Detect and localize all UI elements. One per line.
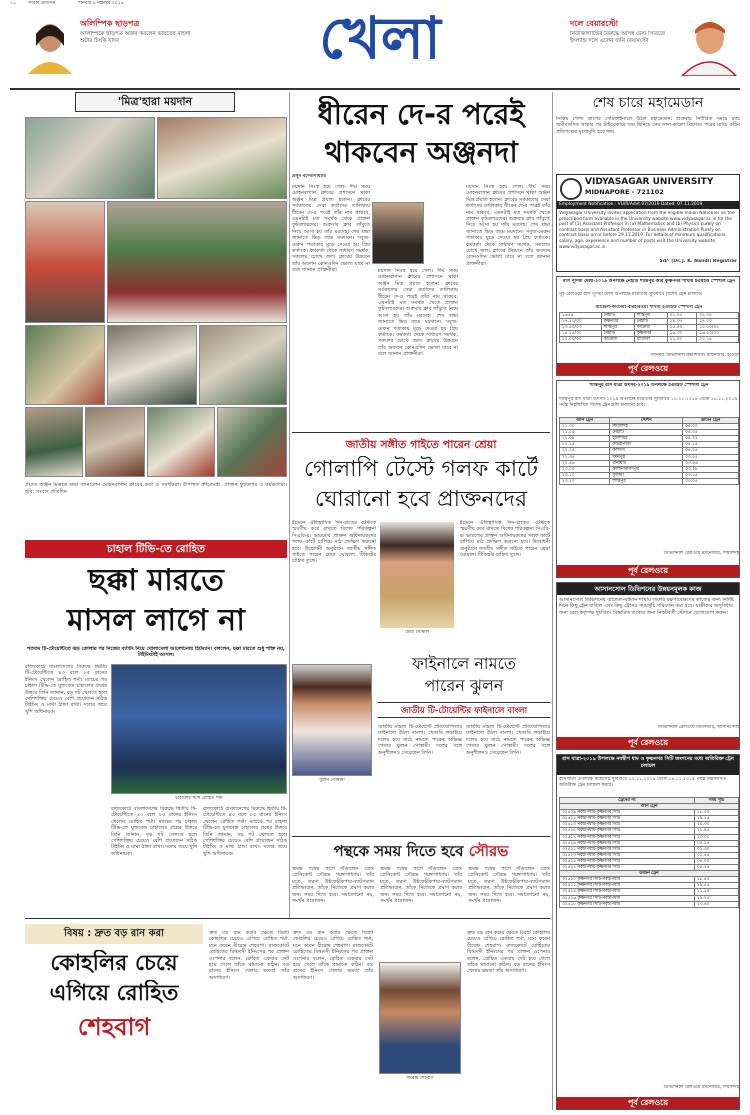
rasjatra-up-row-cell: ৩২৫২৫ নবদ্বীপধাম-কৃষ্ণনগর সিটি [560, 858, 695, 864]
shantipur-body: শান্তিপুর রাস যাত্রা উৎসব-২০১৯ উপলক্ষে যাত্রীদের সুবিধার্থে ১৪.১১.২০১৯ থেকে ১৬.১১.২০১৯ পর্যন্ত নিম্নলিখিত বিশেষ ট্রেনগুলি চালানো হবে। [559, 397, 738, 408]
mitra-photo-2 [157, 117, 287, 199]
shantipur-row [560, 478, 739, 484]
sehwag-top-rule [25, 918, 550, 919]
shantipur-row-cell: ০৪.১৫ [683, 442, 739, 448]
rohit-body-col3: রাজকোটে বাংলাদেশের বিরুদ্ধে দ্বিতীয় টি-টোয়েন্টিতে ৪৩ বলে ৮৫ রানের ইনিংস খেলেন রোহিত শর্মা। ম্যাচের পর চাহাল টিভি-তে যুজবেন্দ্র চাহালের প্রশ্নের উত্তরে তিনি জানান, বড় শট খেলতে হলে পেশিশক্তির চেয়েও বেশি প্রয়োজন সঠিক টাইমিং ও মাথা ঠান্ডা রাখা। দলের জয়ে খুশি অধিনায়ক। [203, 806, 287, 857]
mitra-photo-1 [25, 117, 155, 199]
shantipur-row-cell: কাঁচরাপাড়া [610, 442, 683, 448]
vidyasagar-place: MIDNAPORE - 721102 [585, 188, 664, 196]
masthead-rule [10, 88, 740, 90]
mitra-photo-6 [107, 325, 197, 405]
asansol-body: আসানসোল ডিভিশনের ব্যান্ডেল-বর্ধমান শাখায় জরুরি রক্ষণাবেক্ষণের কাজের জন্য নির্দিষ্ট দিনে কিছু ট্রেন বাতিল এবং কিছু ট্রেনের সময়সূচি পরিবর্তন করা হবে। যাত্রীদের অসুবিধার জন্য রেল কর্তৃপক্ষ দুঃখিত। বিস্তারিত তথ্যের জন্য নিকটবর্তী স্টেশনে যোগাযোগ করুন। [559, 597, 734, 616]
shantipur-row-cell: ০৩.০৫ [683, 478, 739, 484]
sehwag-photo-caption: বীরেন্দ্র শেহবাগ [406, 1076, 434, 1081]
lead-inset-photo [372, 202, 424, 264]
rasjatra-up-row-cell: ০৫.১৫ [694, 865, 738, 871]
rasjatra-up-row-cell: ৩২৫১৫ নবদ্বীপধাম-কৃষ্ণনগর সিটি [560, 828, 695, 834]
paper-name: সংবাদ প্রতিদিন [28, 1, 56, 6]
mitra-photo-5 [25, 325, 105, 405]
sehwag-headline-name: শেহবাগ [77, 1013, 151, 1041]
rasjatra-body: রাস যাত্রা উপলক্ষে যাত্রীদের সুবিধার্থে ১২.১১.২০১৯ থেকে ১৪.১১.২০১৯ পর্যন্ত নিম্নলিখিত অতিরিক্ত ট্রেন চলাচল করবে। [559, 777, 726, 788]
ras-purnima-ad [556, 276, 740, 376]
ras-purnima-row-cell: শান্তিপুর [601, 325, 634, 331]
ras-purnima-office: সিনিয়র ডিভিশনাল কমার্শিয়াল ম্যানেজার, হাওড়া [650, 353, 739, 358]
mitra-photo-9 [85, 407, 145, 477]
shantipur-row-cell: ০৩.১৫ [683, 472, 739, 478]
ras-purnima-row-cell: ১৪.৩৫ [667, 319, 697, 325]
rohit-photo-caption: চাহালের সঙ্গে রোহিত শর্মা [175, 796, 223, 801]
rohit-headline-2: মাসল লাগে না [67, 603, 245, 638]
rasjatra-down-row-cell: ৩২৫১০ কৃষ্ণনগর সিটি-নবদ্বীপধাম [560, 877, 695, 883]
sourav-body-col2: ঋষভ পন্থের পাশে দাঁড়ালেন বোর্ড প্রেসিডেন্ট সৌরভ গঙ্গোপাধ্যায়। তাঁর মতে, তরুণ উইকেটকিপার-ব্যাটসম্যান প্রতিভাবান, তাঁকে নিজেকে প্রমাণ করার জন্য সময় দিতে হবে। সমালোচনা নয়, সমর্থন প্রয়োজন। [380, 866, 462, 905]
rasjatra-ad [556, 754, 740, 1110]
ras-purnima-row-cell: ১৬.৩০ [667, 331, 697, 337]
masthead [10, 0, 740, 88]
asansol-ad [556, 582, 740, 750]
shantipur-office: ডিভিশনাল রেলওয়ে ম্যানেজার, শিয়ালদহ [663, 551, 739, 556]
lead-bottom-rule [292, 432, 550, 433]
rasjatra-up-row-cell: ৩২৫১৩ নবদ্বীপধাম-কৃষ্ণনগর সিটি [560, 822, 695, 828]
mitra-feature [25, 92, 287, 532]
shantipur-row-cell: কালীনারায়ণপুর [610, 466, 683, 472]
sourav-story [292, 836, 550, 916]
ras-purnima-row-cell: ২০.০০/০০ [560, 337, 602, 343]
shantipur-row-cell: শান্তিপুর [610, 478, 683, 484]
ras-purnima-body: পূর্ব রেলওয়ে রাস পূর্ণিমা মেলা উপলক্ষে যাত্রীদের সুবিধার্থে বিশেষ ট্রেন চালাবে। [559, 292, 703, 297]
shantipur-row-cell: ০৪.২২ [683, 436, 739, 442]
ras-purnima-row-cell: কাটোয়া [601, 337, 634, 343]
shantipur-row-cell: ২৩.০০ [560, 466, 610, 472]
shantipur-row-cell: শিয়ালদহ [610, 424, 683, 430]
shantipur-row-cell: ২২.২৫ [560, 448, 610, 454]
rasjatra-up-row-cell: ৩২৫১৭ নবদ্বীপধাম-কৃষ্ণনগর সিটি [560, 834, 695, 840]
shreya-kicker: জাতীয় সঙ্গীত গাইতে পারেন শ্রেয়া [345, 438, 497, 451]
rasjatra-up-row-cell: ৩২৫২১ নবদ্বীপধাম-কৃষ্ণনগর সিটি [560, 846, 695, 852]
shantipur-row-cell: ২২.০৮ [560, 436, 610, 442]
rohit-photo [111, 664, 287, 794]
shantipur-row-cell: ২২.১৫ [560, 442, 610, 448]
rasjatra-down-row-cell: ১৮.৪০ [694, 877, 738, 883]
shantipur-row-cell: ০৫.০০ [683, 424, 739, 430]
mohammedan-story [556, 92, 740, 170]
rasjatra-up-row-cell: ০১.৩০ [694, 846, 738, 852]
jhulan-headline-2: পারেন ঝুলন [424, 676, 504, 695]
ras-purnima-row-cell: ১৪.১৫/৩০ [560, 331, 602, 337]
lead-byline: প্রসূন বন্দ্যোপাধ্যায় [292, 174, 326, 179]
rasjatra-up-row-cell: ৩২৫২৭ নবদ্বীপধাম-কৃষ্ণনগর সিটি [560, 865, 695, 871]
jhulan-headline-1: ফাইনালে নামতে [412, 654, 516, 673]
column-rule-left [289, 92, 290, 918]
jhulan-photo-caption: ঝুলন গোস্বামী [319, 778, 345, 783]
ras-purnima-row-cell: ১৫.৫০ [667, 325, 697, 331]
mohammedan-body: সিকিম গোল্ড কাপের সেমিফাইনালে উঠল মহামেডান। শুক্রবার নির্ধারিত সময়ে ম্যাচ অমীমাংসিত থাকার পর টাইব্রেকারে জয় ছিনিয়ে নেয় সাদা-কালো ব্রিগেড। পরের ম্যাচে কঠিন প্রতিপক্ষের মুখোমুখি হবে দল। [556, 116, 740, 135]
jhulan-story [292, 646, 550, 836]
sehwag-kicker: বিষয় : দ্রুত বড় রান করা [25, 924, 203, 944]
page-number: ১১ [10, 1, 16, 6]
ras-purnima-table-caption: ব্যান্ডেল-কাটোয়া-বারহারওয়া শাখায় ইএমইউ স্পেশাল ট্রেন [595, 305, 703, 310]
rasjatra-down-row-cell: ২২.২৫ [694, 895, 738, 901]
shantipur-row-cell: ২৩.২০ [560, 478, 610, 484]
teaser-right-text: নিউজিল্যান্ডের বিরুদ্ধে আসন্ন টেস্ট সিরিজে ইংল্যান্ড দলে এলেন জনি বেয়ারস্টো [570, 31, 665, 44]
ras-purnima-row-cell: কৃষ্ণনগর [601, 319, 634, 325]
ras-purnima-row-cell: ০২.০৫ [697, 313, 739, 319]
ras-purnima-row-cell: নৈহাটি [601, 313, 634, 319]
rasjatra-down-row-cell: ১৯.৫৫ [694, 883, 738, 889]
shantipur-row-cell: ২৩.১০ [560, 472, 610, 478]
ras-purnima-row-cell: নৈহাটি [601, 331, 634, 337]
ras-purnima-row-cell: ১৫.৫০/০৫ [697, 325, 739, 331]
shantipur-row-cell: ০৪.৩৫ [683, 430, 739, 436]
teaser-left-text: অলিম্পিকে ছাড়পত্র অর্জন করলেন ভারতের মহিলা শুটার চিংকি যাদব [80, 31, 191, 44]
rasjatra-col-a: ট্রেনের নং [560, 798, 695, 804]
shantipur-head-station: স্টেশন [610, 418, 683, 424]
shreya-photo [380, 522, 454, 628]
shantipur-ad [556, 380, 740, 578]
ras-purnima-row-cell: কৃষ্ণনগর [634, 331, 667, 337]
asansol-title: আসানসোল ডিভিশনের উন্নয়নমূলক কাজ [557, 583, 739, 595]
jhulan-kicker: জাতীয় টি-টোয়েন্টির ফাইনালে বাংলা [378, 702, 550, 718]
rasjatra-down-row-cell: ২১.১০ [694, 889, 738, 895]
teaser-right-title: দলে বেয়ারস্টো [570, 19, 619, 28]
rasjatra-down-row-cell: ৩২৫১২ কৃষ্ণনগর সিটি-নবদ্বীপধাম [560, 883, 695, 889]
lead-body-col3: ময়দান নিঃস্ব হয়ে গেল। দীর্ঘ সময় মোহনবাগান ক্লাবের প্রশাসনে থাকা অঞ্জন মিত্র প্রয়াত হলেন। ক্লাবের সর্বকালের সেরা কর্তাদের তালিকায় ধীরেন দে-র পরেই তাঁর নাম থাকবে, এমনটাই মত সমর্থক থেকে প্রাক্তন ফুটবলারদের। শুক্রবার ক্লাব তাঁবুতে নিয়ে আসা হয় তাঁর মরদেহ। শেষ শ্রদ্ধা জানাতে ভিড় জমে ময়দানে। সবুজ-মেরুন পতাকায় মুড়ে দেওয়া হয় প্রিয় কর্তাকে। কর্মকর্তা থেকে সাধারণ সমর্থক, সকলের চোখে জল। ক্লাবের উন্নয়নে তাঁর অবদান কোনওদিন ভোলা যাবে না বলে জানান প্রাক্তনীরা। [466, 184, 550, 267]
sourav-body-col3: ঋষভ পন্থের পাশে দাঁড়ালেন বোর্ড প্রেসিডেন্ট সৌরভ গঙ্গোপাধ্যায়। তাঁর মতে, তরুণ উইকেটকিপার-ব্যাটসম্যান প্রতিভাবান, তাঁকে নিজেকে প্রমাণ করার জন্য সময় দিতে হবে। সমালোচনা নয়, সমর্থন প্রয়োজন। [468, 866, 550, 905]
lead-headline-1: ধীরেন দে-র পরেই [317, 97, 525, 131]
shreya-story [292, 434, 550, 644]
shantipur-row-cell: হালিশহর [610, 436, 683, 442]
jhulan-body-col1: জাতীয় মহিলা টি-টোয়েন্টি প্রতিযোগিতার ফাইনালে উঠল বাংলা। খেতাবি লড়াইয়ে দলের হয়ে মাঠে নামতে পারেন অভিজ্ঞ পেসার ঝুলন গোস্বামী। দলের সঙ্গে অনুশীলনও সেরেছেন তিনি। [378, 724, 462, 756]
jhulan-body-col2: জাতীয় মহিলা টি-টোয়েন্টি প্রতিযোগিতার ফাইনালে উঠল বাংলা। খেতাবি লড়াইয়ে দলের হয়ে মাঠে নামতে পারেন অভিজ্ঞ পেসার ঝুলন গোস্বামী। দলের সঙ্গে অনুশীলনও সেরেছেন তিনি। [466, 724, 550, 756]
mitra-photo-3 [25, 201, 105, 323]
rasjatra-up-row-cell: ২৩.০০ [694, 834, 738, 840]
mitra-kicker: 'মিত্র'হারা ময়দান [75, 92, 235, 112]
mitra-photo-8 [25, 407, 83, 477]
shantipur-rail-band: পূর্ব রেলওয়ে [557, 565, 739, 577]
shantipur-row-cell: রানাঘাট [610, 460, 683, 466]
ras-purnima-row-cell: ১৬৫৫ [560, 313, 602, 319]
shantipur-row-cell: ০৩.৪৬ [683, 460, 739, 466]
rasjatra-down-row-cell: ৩২৫১৮ কৃষ্ণনগর সিটি-নবদ্বীপধাম [560, 901, 695, 907]
vidyasagar-logo [560, 178, 582, 200]
shantipur-row-cell: ২২.৪৬ [560, 460, 610, 466]
shreya-headline-1: গোলাপি টেস্টে গলফ কার্টে [304, 457, 538, 482]
rohit-body-col1: রাজকোটে বাংলাদেশের বিরুদ্ধে দ্বিতীয় টি-টোয়েন্টিতে ৪৩ বলে ৮৫ রানের ইনিংস খেলেন রোহিত শর্মা। ম্যাচের পর চাহাল টিভি-তে যুজবেন্দ্র চাহালের প্রশ্নের উত্তরে তিনি জানান, বড় শট খেলতে হলে পেশিশক্তির চেয়েও বেশি প্রয়োজন সঠিক টাইমিং ও মাথা ঠান্ডা রাখা। দলের জয়ে খুশি অধিনায়ক। [25, 664, 107, 715]
rasjatra-up-row-cell: ০৪.০০ [694, 858, 738, 864]
shreya-body-left: ইডেনে ঐতিহাসিক দিন-রাতের টেস্টকে স্মরণীয় করে রাখতে বিশেষ পরিকল্পনা সিএবি-র। ভারতের প্রাক্তন অধিনায়কদের গলফ কার্টে চাপিয়ে মাঠ প্রদক্ষিণ করানো হবে। উদ্বোধনী অনুষ্ঠানে জাতীয় সঙ্গীত গাইতে পারেন শ্রেয়া ঘোষাল। টিকিটের চাহিদা তুঙ্গে। [292, 520, 376, 565]
mitra-photo-11 [217, 407, 287, 477]
sourav-headline-prefix: পন্থকে সময় দিতে হবে [333, 842, 464, 860]
rasjatra-up-row-cell: ৩২৫২৩ নবদ্বীপধাম-কৃষ্ণনগর সিটি [560, 852, 695, 858]
sourav-headline-name: সৌরভ [468, 842, 509, 860]
rasjatra-up-row-cell: ১৮.০০ [694, 810, 738, 816]
ras-purnima-table [559, 312, 739, 343]
mitra-photo-4 [107, 201, 287, 323]
sehwag-photo [379, 962, 461, 1074]
lead-story [292, 92, 550, 422]
sehwag-body-col3: দ্রুত বড় রান করার ক্ষেত্রে বিরাট কোহলির চেয়েও এগিয়ে রোহিত শর্মা, মনে করেন বীরেন্দ্র শেহবাগ। রাজকোটে রোহিতের বিধ্বংসী ইনিংসের পর প্রাক্তন ওপেনার বলেন, রোহিত একবার সেট হয়ে গেলে তাঁকে থামানো কঠিন। বড় রানের ইনিংস খেলার ক্ষমতা তাঁর অসাধারণ। [467, 930, 550, 975]
shantipur-table [559, 417, 739, 485]
shantipur-row-cell: নৈহাটি [610, 430, 683, 436]
ras-purnima-row-cell: কাটোয়া [634, 325, 667, 331]
lead-body-col2: ময়দান নিঃস্ব হয়ে গেল। দীর্ঘ সময় মোহনবাগান ক্লাবের প্রশাসনে থাকা অঞ্জন মিত্র প্রয়াত হলেন। ক্লাবের সর্বকালের সেরা কর্তাদের তালিকায় ধীরেন দে-র পরেই তাঁর নাম থাকবে, এমনটাই মত সমর্থক থেকে প্রাক্তন ফুটবলারদের। শুক্রবার ক্লাব তাঁবুতে নিয়ে আসা হয় তাঁর মরদেহ। শেষ শ্রদ্ধা জানাতে ভিড় জমে ময়দানে। সবুজ-মেরুন পতাকায় মুড়ে দেওয়া হয় প্রিয় কর্তাকে। কর্মকর্তা থেকে সাধারণ সমর্থক, সকলের চোখে জল। ক্লাবের উন্নয়নে তাঁর অবদান কোনওদিন ভোলা যাবে না বলে জানান প্রাক্তনীরা। [378, 268, 458, 358]
sehwag-body-col2: দ্রুত বড় রান করার ক্ষেত্রে বিরাট কোহলির চেয়েও এগিয়ে রোহিত শর্মা, মনে করেন বীরেন্দ্র শেহবাগ। রাজকোটে রোহিতের বিধ্বংসী ইনিংসের পর প্রাক্তন ওপেনার বলেন, রোহিত একবার সেট হয়ে গেলে তাঁকে থামানো কঠিন। বড় রানের ইনিংস খেলার ক্ষমতা তাঁর অসাধারণ। [293, 930, 373, 981]
rasjatra-up-row-cell: ৩২৫১১ নবদ্বীপধাম-কৃষ্ণনগর সিটি [560, 816, 695, 822]
rasjatra-up-row-cell: ৩২৫০৯ নবদ্বীপধাম-কৃষ্ণনগর সিটি [560, 810, 695, 816]
section-title: খেলা [319, 4, 441, 72]
jhulan-photo [292, 664, 372, 776]
sourav-body-col1: ঋষভ পন্থের পাশে দাঁড়ালেন বোর্ড প্রেসিডেন্ট সৌরভ গঙ্গোপাধ্যায়। তাঁর মতে, তরুণ উইকেটকিপার-ব্যাটসম্যান প্রতিভাবান, তাঁকে নিজেকে প্রমাণ করার জন্য সময় দিতে হবে। সমালোচনা নয়, সমর্থন প্রয়োজন। [292, 866, 374, 905]
ras-purnima-rail-band: পূর্ব রেলওয়ে [557, 363, 739, 375]
shantipur-row-cell: ২১.৫৫ [560, 430, 610, 436]
asansol-office: ডিভিশনাল রেলওয়ে ম্যানেজার, আসানসোল [657, 725, 739, 730]
ras-purnima-row-cell: ১৩.৪০/০৩ [560, 325, 602, 331]
column-rule-right [552, 92, 553, 1110]
rasjatra-table [559, 797, 739, 908]
ras-purnima-row [560, 337, 739, 343]
shreya-body-right: ইডেনে ঐতিহাসিক দিন-রাতের টেস্টকে স্মরণীয় করে রাখতে বিশেষ পরিকল্পনা সিএবি-র। ভারতের প্রাক্তন অধিনায়কদের গলফ কার্টে চাপিয়ে মাঠ প্রদক্ষিণ করানো হবে। উদ্বোধনী অনুষ্ঠানে জাতীয় সঙ্গীত গাইতে পারেন শ্রেয়া ঘোষাল। টিকিটের চাহিদা তুঙ্গে। [460, 520, 550, 559]
shantipur-row-cell: কল্যাণী [610, 448, 683, 454]
shreya-headline-2: ঘোরানো হবে প্রাক্তনদের [314, 487, 528, 512]
rasjatra-up-row-cell: ০২.৪৫ [694, 852, 738, 858]
rasjatra-col-b: সময় সূচি [694, 798, 738, 804]
rasjatra-up-row-cell: ১৯.১৫ [694, 816, 738, 822]
ras-purnima-row-cell: ১৭.০০ [697, 319, 739, 325]
shreya-photo-caption: শ্রেয়া ঘোষাল [404, 630, 430, 635]
shantipur-head-up: আপ ট্রেন [560, 418, 610, 424]
ras-purnima-row-cell: শান্তিপুর [634, 313, 667, 319]
teaser-right-photo [680, 14, 738, 76]
ras-purnima-row-cell: ২২.১৫ [697, 337, 739, 343]
mohammedan-headline: শেষ চারে মহামেডান [592, 95, 704, 111]
lead-headline-2: থাকবেন অঞ্জনদা [324, 135, 518, 169]
rasjatra-down-row [560, 901, 739, 907]
rohit-story [25, 540, 287, 910]
shantipur-row-cell: ২১.৩০ [560, 424, 610, 430]
vidyasagar-ad [556, 174, 740, 272]
vidyasagar-notice: Employment Notification : VU/R/Advt.07/2019 Dated: 07.11.2019 [557, 201, 739, 209]
ras-purnima-row-cell: ব্যান্ডেল [634, 337, 667, 343]
mitra-caption: প্রয়াত অঞ্জন মিত্রকে শ্রদ্ধা জানালেন মোহনবাগান ক্লাবের কর্তা ও সমর্থকরা। উপস্থিত ক্রীড়ামন্ত্রী, প্রাক্তন ফুটবলার ও কর্মকর্তারা। ছবি: সংবাদ প্রতিদিন [25, 482, 287, 495]
ras-purnima-row-cell: ২২.০০ [667, 337, 697, 343]
lead-body-col1: ময়দান নিঃস্ব হয়ে গেল। দীর্ঘ সময় মোহনবাগান ক্লাবের প্রশাসনে থাকা অঞ্জন মিত্র প্রয়াত হলেন। ক্লাবের সর্বকালের সেরা কর্তাদের তালিকায় ধীরেন দে-র পরেই তাঁর নাম থাকবে, এমনটাই মত সমর্থক থেকে প্রাক্তন ফুটবলারদের। শুক্রবার ক্লাব তাঁবুতে নিয়ে আসা হয় তাঁর মরদেহ। শেষ শ্রদ্ধা জানাতে ভিড় জমে ময়দানে। সবুজ-মেরুন পতাকায় মুড়ে দেওয়া হয় প্রিয় কর্তাকে। কর্মকর্তা থেকে সাধারণ সমর্থক, সকলের চোখে জল। ক্লাবের উন্নয়নে তাঁর অবদান কোনওদিন ভোলা যাবে না বলে জানান প্রাক্তনীরা। [292, 184, 370, 274]
asansol-rail-band: পূর্ব রেলওয়ে [557, 737, 739, 749]
rasjatra-up-row-cell: ০০.১৫ [694, 840, 738, 846]
shantipur-row-cell: ০৩.৫৫ [683, 454, 739, 460]
mitra-photo-10 [147, 407, 215, 477]
rasjatra-rail-band: পূর্ব রেলওয়ে [557, 1097, 739, 1109]
rasjatra-up-label: আপ ট্রেন [560, 804, 739, 810]
rasjatra-down-row-cell: ৩২৫১৪ কৃষ্ণনগর সিটি-নবদ্বীপধাম [560, 889, 695, 895]
rasjatra-title: রাস যাত্রা-২০১৯ উপলক্ষে নবদ্বীপ ধাম ও কৃষ্ণনগর সিটি জংশনের মধ্যে অতিরিক্ত ট্রেন চলাচল [557, 755, 739, 775]
vidyasagar-sign: Sd/- (Dr. J. K. Nandi) Registrar [659, 259, 737, 264]
rohit-intro: শততম টি-টোয়েন্টিতে ঝড় তোলার পর নিজের ব্যাটিং নিয়ে খোলামেলা আলোচনায় হিটম্যান। বললেন, ছক্কা মারতে শুধু শক্তি নয়, টাইমিংটাই আসল। [27, 646, 285, 659]
rohit-headline-1: ছক্কা মারতে [88, 563, 224, 598]
sourav-top-rule [292, 836, 550, 837]
vidyasagar-name: VIDYASAGAR UNIVERSITY [585, 177, 714, 187]
shantipur-row-cell: মদনপুর [610, 454, 683, 460]
ras-purnima-row-cell: ০১.০৫ [667, 313, 697, 319]
vidyasagar-body: Vidyasagar University invites application from the eligible Indian Nationals on the prescribed form available in the University website www.vidyasagar.ac.in for the post of (1) Assistant Professor in (a) Mathematics and (b) Physics purely on contract basis and Assistant Professor in Business Administration Purely on contract basis on or before 29.11.2019. For details of minimum qualifications, salary, age, experience and number of posts visit the University website www.vidyasagar.ac.in. [559, 211, 735, 250]
mitra-photo-7 [199, 325, 287, 405]
sehwag-headline-2: এগিয়ে রোহিত [49, 981, 179, 1006]
sehwag-headline-1: কোহলির চেয়ে [50, 951, 178, 976]
rasjatra-down-row-cell: ৩২৫১৬ কৃষ্ণনগর সিটি-নবদ্বীপধাম [560, 895, 695, 901]
ras-purnima-row-cell: ১৭.১০/৩০ [560, 319, 602, 325]
rasjatra-down-row-cell: ২৩.৪০ [694, 901, 738, 907]
teaser-left-photo [24, 16, 76, 74]
issue-date: শনিবার ৯ নভেম্বর ২০১৯ [78, 1, 124, 6]
ras-purnima-row-cell: ১৬.৫০/০৩ [697, 331, 739, 337]
sourav-headline [292, 840, 550, 862]
rohit-kicker: চাহাল টিভি-তে রোহিত [25, 540, 287, 558]
shantipur-title: শান্তিপুর রাস যাত্রা উৎসব-২০১৯ উপলক্ষে ইএমইউ স্পেশাল ট্রেন [589, 383, 709, 388]
shantipur-row-cell: ২২.৩৫ [560, 454, 610, 460]
teaser-left-title: অলিম্পিক ছাড়পত্র [80, 19, 140, 28]
shantipur-row-cell: ০৪.০৫ [683, 448, 739, 454]
shantipur-row-cell: ফুলিয়া [610, 472, 683, 478]
sehwag-body-col1: দ্রুত বড় রান করার ক্ষেত্রে বিরাট কোহলির চেয়েও এগিয়ে রোহিত শর্মা, মনে করেন বীরেন্দ্র শেহবাগ। রাজকোটে রোহিতের বিধ্বংসী ইনিংসের পর প্রাক্তন ওপেনার বলেন, রোহিত একবার সেট হয়ে গেলে তাঁকে থামানো কঠিন। বড় রানের ইনিংস খেলার ক্ষমতা তাঁর অসাধারণ। [209, 930, 289, 981]
rasjatra-office: ডিভিশনাল রেলওয়ে ম্যানেজার, শিয়ালদহ [663, 1085, 739, 1090]
ras-purnima-title: রাস পূর্ণিমা মেলা-২০১৯ উপলক্ষে নৈহাটি শান্তিপুর আর কৃষ্ণনগর শাখায় ইএমইউ স্পেশাল ট্রেন [563, 279, 735, 284]
rasjatra-up-row-cell: ২০.৩০ [694, 822, 738, 828]
shantipur-row-cell: ০৩.২৮ [683, 466, 739, 472]
rasjatra-down-label: ডাউন ট্রেন [560, 871, 739, 877]
ras-purnima-row-cell: নৈহাটি [634, 319, 667, 325]
rasjatra-up-row-cell: ২১.৪৫ [694, 828, 738, 834]
rohit-body-col2: রাজকোটে বাংলাদেশের বিরুদ্ধে দ্বিতীয় টি-টোয়েন্টিতে ৪৩ বলে ৮৫ রানের ইনিংস খেলেন রোহিত শর্মা। ম্যাচের পর চাহাল টিভি-তে যুজবেন্দ্র চাহালের প্রশ্নের উত্তরে তিনি জানান, বড় শট খেলতে হলে পেশিশক্তির চেয়েও বেশি প্রয়োজন সঠিক টাইমিং ও মাথা ঠান্ডা রাখা। দলের জয়ে খুশি অধিনায়ক। [111, 806, 197, 857]
shantipur-head-down: ডাউন ট্রেন [683, 418, 739, 424]
rasjatra-up-row-cell: ৩২৫১৯ নবদ্বীপধাম-কৃষ্ণনগর সিটি [560, 840, 695, 846]
sehwag-story [25, 920, 550, 1110]
